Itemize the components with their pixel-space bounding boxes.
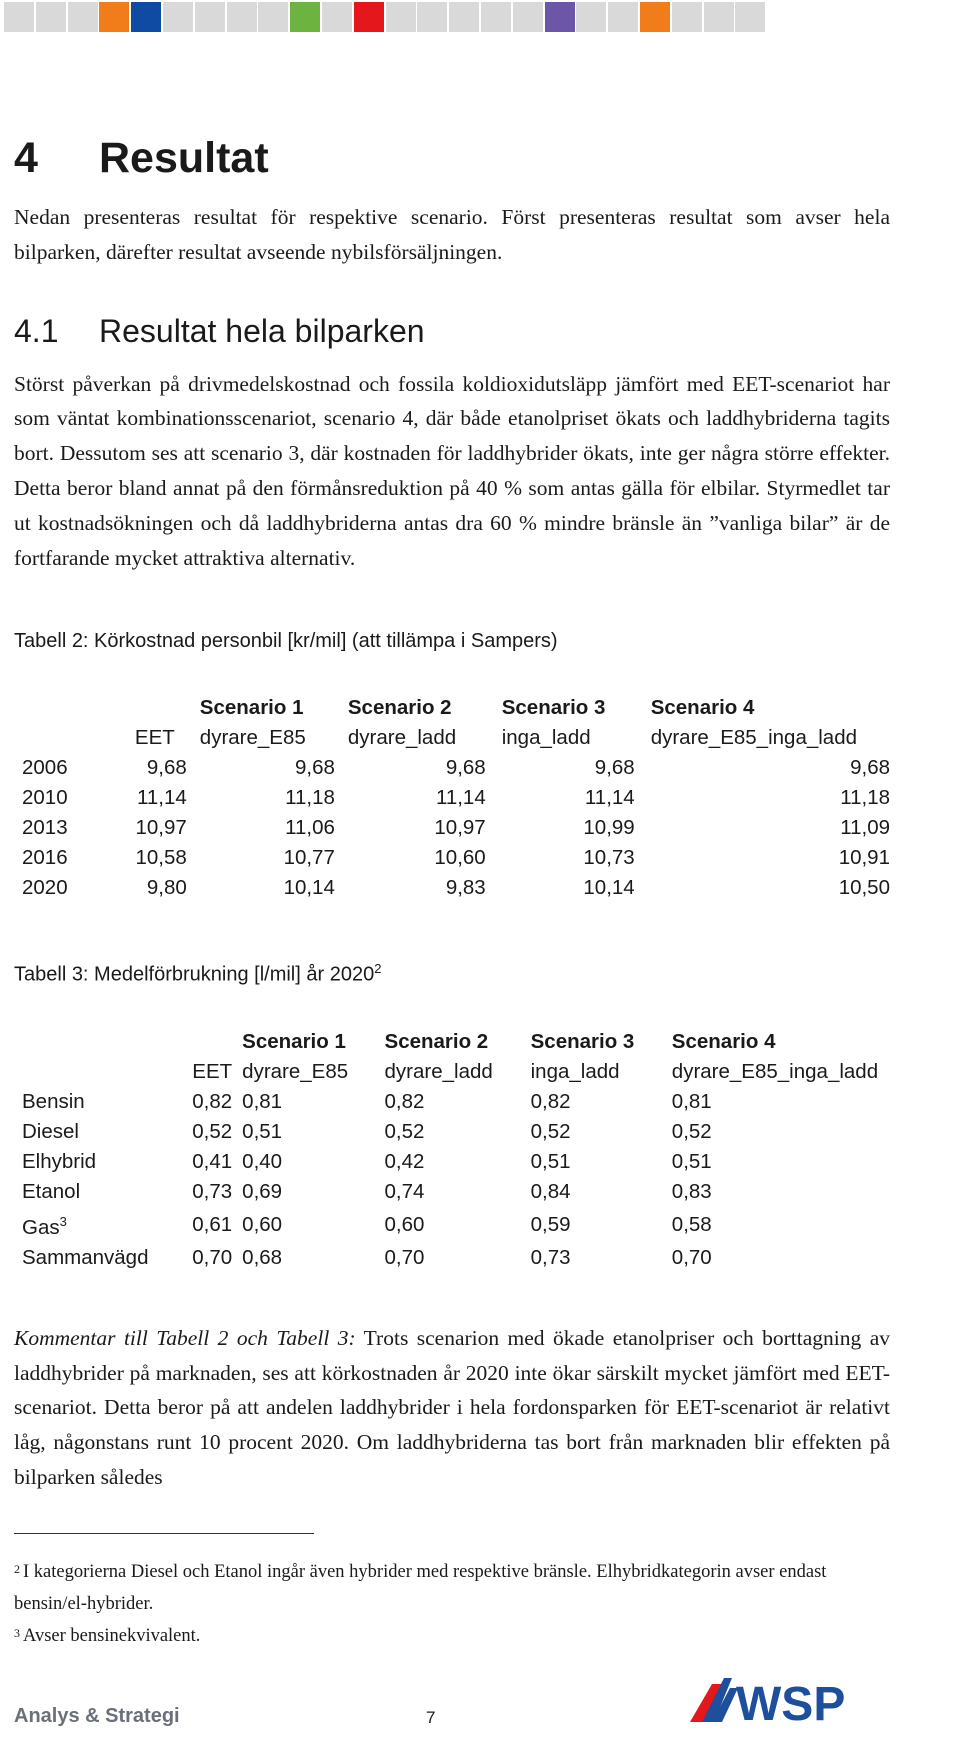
color-square (4, 2, 34, 32)
table-cell: 11,06 (285, 816, 335, 840)
table-row (22, 1177, 890, 1207)
table-cell: 0,41 (192, 1150, 233, 1174)
table-cell: 9,80 (146, 876, 187, 900)
table-cell: Scenario 3 (501, 696, 606, 720)
table-cell: 0,52 (530, 1120, 571, 1144)
table-header-cell: dyrare_E85_inga_ladd (671, 1060, 879, 1084)
color-square (195, 2, 225, 32)
table-cell: 0,81 (242, 1090, 283, 1114)
table-cell: 0,60 (242, 1212, 283, 1236)
subsection-body: Störst påverkan på drivmedelskostnad och fossila koldioxidutsläpp jämfört med EET-scenariot har som väntat kombinationsscenariot, scenario 4, där både etanolpriset ökats och laddhybriderna tagits bort. Dessutom ses att scenario 3, där kostnaden för laddhybrider ökats, inte ger några större effekter. Detta beror bland annat på den förmånsreduktion på 40 % som antas gälla för elbilar. Styrmedlet tar ut kostnadsökningen och då laddhybriderna antas dra 60 % mindre bränsle än ”vanliga bilar” är de fortfarande mycket attraktiva alternativ. (14, 371, 890, 570)
table-cell: 0,70 (671, 1245, 712, 1269)
table-cell: 0,61 (192, 1212, 233, 1236)
color-square (481, 2, 511, 32)
table-cell: 0,51 (530, 1150, 571, 1174)
table-cell: 10,73 (583, 846, 635, 870)
color-square (290, 2, 320, 32)
row-label-cell: 2010 (22, 786, 68, 810)
table-header-cell (22, 1057, 163, 1087)
row-label-cell (22, 1243, 163, 1273)
table-cell: dyrare_E85 (199, 726, 306, 750)
row-label: Etanol (22, 1180, 81, 1204)
table-header-cell: Scenario 4 (671, 1030, 776, 1054)
table-cell: 0,69 (242, 1180, 283, 1204)
table-row (22, 843, 890, 873)
table-cell: 10,97 (135, 816, 187, 840)
table-comment (14, 1321, 890, 1495)
table-row (22, 1087, 890, 1117)
table-header-row (22, 693, 890, 723)
table-cell: 10,14 (583, 876, 635, 900)
table-header-row (22, 723, 890, 753)
section-title: Resultat (99, 134, 269, 182)
table-header-cell: dyrare_ladd (384, 1060, 493, 1084)
table-cell: 0,84 (530, 1180, 571, 1204)
table-cell: 10,58 (135, 846, 187, 870)
row-label-cell (22, 1087, 163, 1117)
color-square (131, 2, 161, 32)
footnote-divider (14, 1533, 314, 1534)
table-cell: 9,68 (850, 756, 890, 780)
table-cell: 9,68 (445, 756, 486, 780)
table-header-row (22, 1057, 890, 1087)
table-header-cell (22, 1027, 163, 1057)
table2 (22, 693, 890, 903)
color-square (672, 2, 702, 32)
table-cell: 0,59 (530, 1212, 571, 1236)
table-comment-text: Trots scenarion med ökade etanolpriser och borttagning av laddhybrider på marknaden, ses att körkostnaden år 2020 inte ökar särskilt mycket jämfört med EET-scenariot. Detta beror på att andelen laddhybrider i hela fordonsparken för EET-scenariot är relativt låg, någonstans runt 10 procent 2020. Om laddhybriderna tas bort från marknaden blir effekten på bilparken således (14, 1325, 890, 1490)
header-color-bar (0, 0, 960, 34)
table-cell: inga_ladd (501, 726, 591, 750)
row-label: Bensin (22, 1090, 85, 1114)
table-cell: 9,68 (594, 756, 635, 780)
table-cell: 11,14 (137, 786, 187, 810)
table3-caption-footnote-mark: 2 (374, 961, 382, 977)
subsection-heading (14, 310, 890, 352)
table-cell: 0,73 (192, 1180, 233, 1204)
row-label-cell (22, 1147, 163, 1177)
table-cell: 11,18 (840, 786, 890, 810)
table-cell: 10,97 (434, 816, 486, 840)
row-label: Gas (22, 1215, 60, 1239)
color-square (640, 2, 670, 32)
table-cell: Scenario 4 (650, 696, 755, 720)
page-number: 7 (426, 1708, 436, 1727)
table-row (22, 1243, 890, 1273)
table-cell: 0,52 (192, 1120, 233, 1144)
table-row (22, 873, 890, 903)
color-square (68, 2, 98, 32)
section-heading (14, 130, 890, 186)
table-cell: 0,70 (384, 1245, 425, 1269)
footnote (14, 1556, 890, 1620)
wsp-logo (688, 1670, 848, 1732)
table-cell: 11,09 (840, 816, 890, 840)
footnote-text: Avser bensinekvivalent. (23, 1625, 201, 1646)
table-cell: 11,18 (285, 786, 335, 810)
table-cell: EET (134, 726, 175, 750)
table-cell: 0,82 (530, 1090, 571, 1114)
row-label-cell (22, 1177, 163, 1207)
table-cell: 10,50 (838, 876, 890, 900)
color-square (608, 2, 638, 32)
row-label-cell: 2020 (22, 876, 68, 900)
table-cell: 0,68 (242, 1245, 283, 1269)
row-label: Diesel (22, 1120, 79, 1144)
table-cell: 0,52 (671, 1120, 712, 1144)
color-square (735, 2, 765, 32)
table-header-cell: dyrare_E85 (242, 1060, 349, 1084)
table-header-cell: Scenario 1 (242, 1030, 346, 1054)
color-square (386, 2, 416, 32)
color-square (449, 2, 479, 32)
table-cell: dyrare_ladd (347, 726, 457, 750)
table-header-row (22, 1027, 890, 1057)
table-header-cell: Scenario 2 (384, 1030, 489, 1054)
table-cell: 11,14 (435, 786, 486, 810)
color-square (99, 2, 129, 32)
table-row (22, 753, 890, 783)
table-cell: 9,83 (445, 876, 486, 900)
table-cell: 10,14 (283, 876, 335, 900)
document-page (14, 130, 890, 1652)
table-header-cell (163, 1027, 242, 1057)
table3-caption-text: Tabell 3: Medelförbrukning [l/mil] år 2020 (14, 964, 375, 987)
table-cell: 0,51 (242, 1120, 283, 1144)
color-square (36, 2, 66, 32)
color-square (545, 2, 575, 32)
table-header-cell: EET (192, 1060, 233, 1084)
table-header-cell: Scenario 3 (530, 1030, 635, 1054)
footer-brand-text: Analys & Strategi (14, 1705, 180, 1727)
table3 (22, 1027, 890, 1273)
table-cell: 0,70 (192, 1245, 233, 1269)
table-cell: 9,68 (294, 756, 335, 780)
footnote (14, 1620, 890, 1652)
footnotes (14, 1556, 890, 1652)
wsp-logo-text: WSP (736, 1678, 846, 1731)
row-label-cell (22, 723, 98, 753)
color-square (163, 2, 193, 32)
row-label-cell: 2006 (22, 756, 68, 780)
footnote-mark: 3 (59, 1214, 67, 1230)
color-square (513, 2, 543, 32)
table-comment-lead: Kommentar till Tabell 2 och Tabell 3: (14, 1325, 356, 1350)
row-label: Elhybrid (22, 1150, 97, 1174)
table2-caption: Tabell 2: Körkostnad personbil [kr/mil] (att tillämpa i Sampers) (14, 630, 558, 653)
table-cell: 0,82 (192, 1090, 233, 1114)
table-cell: 0,51 (671, 1150, 712, 1174)
table-cell: 0,83 (671, 1180, 712, 1204)
table-cell: 0,81 (671, 1090, 712, 1114)
table-cell: Scenario 2 (347, 696, 452, 720)
color-square (576, 2, 606, 32)
color-square (704, 2, 734, 32)
footnote-number: 2 (14, 1561, 20, 1576)
section-number: 4 (14, 134, 38, 182)
table-cell: 9,68 (146, 756, 187, 780)
table-row (22, 783, 890, 813)
color-square (354, 2, 384, 32)
table-row (22, 1147, 890, 1177)
table-cell: 10,60 (434, 846, 486, 870)
row-label-cell (22, 1117, 163, 1147)
table-row (22, 813, 890, 843)
subsection-title: Resultat hela bilparken (99, 312, 425, 349)
table-cell: 0,42 (384, 1150, 425, 1174)
table3-caption (14, 955, 890, 989)
table-cell: dyrare_E85_inga_ladd (650, 726, 858, 750)
section-intro: Nedan presenteras resultat för respektive scenario. Först presenteras resultat som avser hela bilparken, därefter resultat avseende nybilsförsäljningen. (14, 205, 890, 264)
color-square (258, 2, 288, 32)
row-label-cell (22, 1207, 163, 1243)
table-cell: 0,40 (242, 1150, 283, 1174)
table-cell (98, 693, 187, 723)
color-square (322, 2, 352, 32)
footnote-text: I kategorierna Diesel och Etanol ingår även hybrider med respektive bränsle. Elhybridkategorin avser endast bensin/el-hybrider. (14, 1561, 827, 1614)
color-square (417, 2, 447, 32)
color-square (227, 2, 257, 32)
table-cell: 0,74 (384, 1180, 425, 1204)
table-cell: 0,60 (384, 1212, 425, 1236)
row-label-cell: 2013 (22, 816, 68, 840)
table-cell: 0,58 (671, 1212, 712, 1236)
subsection-number: 4.1 (14, 312, 59, 349)
row-label-cell: 2016 (22, 846, 68, 870)
table-cell: 10,99 (583, 816, 635, 840)
table-cell: 11,14 (584, 786, 635, 810)
row-label-cell (22, 693, 98, 723)
table-cell: 0,73 (530, 1245, 571, 1269)
table-cell: 0,82 (384, 1090, 425, 1114)
table-header-cell: inga_ladd (530, 1060, 620, 1084)
table-row (22, 1207, 890, 1243)
table-cell: 10,91 (838, 846, 890, 870)
row-label: Sammanvägd (22, 1245, 149, 1269)
table-cell: Scenario 1 (199, 696, 304, 720)
table-row (22, 1117, 890, 1147)
table-cell: 10,77 (283, 846, 335, 870)
footnote-number: 3 (14, 1625, 20, 1640)
table-cell: 0,52 (384, 1120, 425, 1144)
